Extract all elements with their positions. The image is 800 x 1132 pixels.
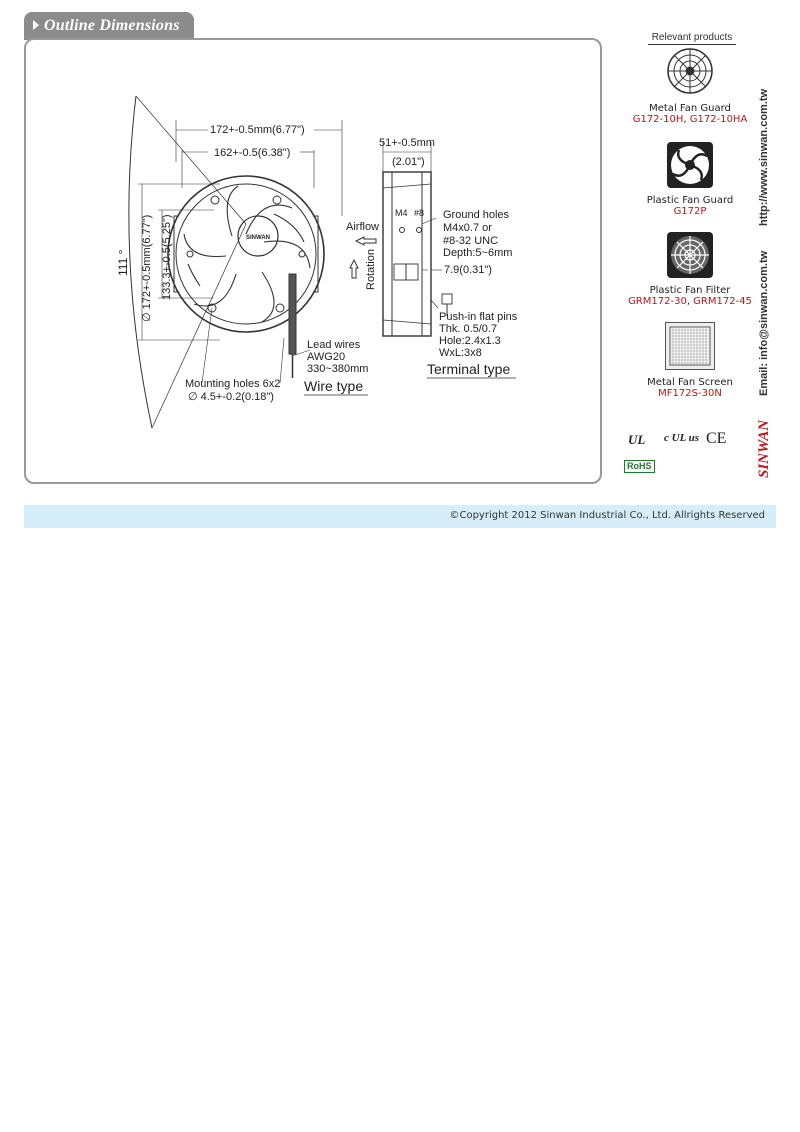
- product-plastic-fan-guard[interactable]: [620, 142, 760, 217]
- product-code[interactable]: G172-10H: [632, 114, 684, 125]
- email-link[interactable]: Email: info@sinwan.com.tw: [758, 250, 770, 396]
- hub-logo: SINWAN: [246, 235, 270, 241]
- product-code[interactable]: GRM172-45: [693, 296, 752, 307]
- copyright-text: ©Copyright 2012 Sinwan Industrial Co., Ltd. Allrights Reserved: [449, 510, 765, 521]
- website-link[interactable]: http://www.sinwan.com.tw: [758, 88, 770, 226]
- plastic-fan-filter-icon: [667, 232, 713, 278]
- ground-line-3: Depth:5~6mm: [443, 247, 513, 259]
- product-metal-fan-screen[interactable]: [620, 322, 760, 399]
- cul-logo: c UL us: [664, 432, 700, 444]
- fan-frame: [168, 176, 324, 332]
- product-code[interactable]: MF172S-30N: [658, 388, 722, 399]
- terminal-type-label: Terminal type: [427, 361, 511, 377]
- product-name: Plastic Fan Guard: [646, 195, 734, 206]
- outline-drawing: [24, 38, 602, 484]
- section-tab: [24, 12, 194, 40]
- triangle-right-icon: [33, 20, 39, 30]
- metal-fan-guard-icon: [665, 46, 715, 96]
- mount-line-1: Mounting holes 6x2: [185, 378, 281, 390]
- product-name: Metal Fan Screen: [647, 377, 733, 388]
- footer-bar: [24, 505, 776, 528]
- ground-line-2: #8-32 UNC: [443, 235, 499, 247]
- pins-line-3: WxL:3x8: [439, 347, 482, 359]
- width-outer-label: 172+-0.5mm(6.77"): [210, 124, 305, 136]
- lead-line-1: Lead wires: [307, 339, 361, 351]
- product-name: Metal Fan Guard: [649, 103, 731, 114]
- dia-outer-label: ∅ 172+-0.5mm(6.77"): [141, 214, 153, 322]
- no8-label: #8: [414, 208, 425, 218]
- lead-line-2: AWG20: [307, 351, 346, 363]
- plastic-fan-guard-icon: [667, 142, 713, 188]
- m4-label: M4: [395, 208, 408, 218]
- brand-logo: SINWAN: [756, 419, 772, 478]
- dia-inner-label: 133.3+-0.5(5.25"): [161, 214, 173, 300]
- wire-type-label: Wire type: [304, 378, 364, 394]
- offset-label: 7.9(0.31"): [444, 264, 492, 276]
- angle-label: 111 °: [116, 249, 130, 276]
- ul-logo: UL: [628, 432, 646, 447]
- side-view-frame: [383, 172, 431, 336]
- mount-line-2: ∅ 4.5+-0.2(0.18"): [188, 391, 274, 403]
- ground-line-1: M4x0.7 or: [443, 222, 492, 234]
- product-code[interactable]: G172P: [673, 206, 707, 217]
- depth-inch-label: (2.01"): [392, 156, 425, 168]
- depth-label: 51+-0.5mm: [379, 137, 435, 149]
- metal-fan-screen-icon: [665, 322, 715, 370]
- product-code[interactable]: GRM172-30: [628, 296, 687, 307]
- pins-title: Push-in flat pins: [439, 311, 518, 323]
- ground-title: Ground holes: [443, 209, 510, 221]
- lead-line-3: 330~380mm: [307, 363, 369, 375]
- width-inner-label: 162+-0.5(6.38"): [214, 147, 291, 159]
- product-code[interactable]: G172-10HA: [689, 114, 748, 125]
- product-plastic-fan-filter[interactable]: Plastic Fan Filter GRM172-30, GRM172-45: [620, 232, 760, 307]
- section-title: Outline Dimensions: [44, 17, 180, 34]
- relevant-products-title: Relevant products: [648, 32, 736, 45]
- airflow-label: Airflow: [346, 221, 380, 233]
- ce-logo: CE: [706, 430, 727, 447]
- pins-line-1: Thk. 0.5/0.7: [439, 323, 498, 335]
- product-metal-fan-guard[interactable]: Metal Fan Guard G172-10H, G172-10HA: [620, 46, 760, 125]
- product-name: Plastic Fan Filter: [649, 285, 731, 296]
- rohs-logo: RoHS: [624, 460, 655, 473]
- pins-line-2: Hole:2.4x1.3: [439, 335, 501, 347]
- rotation-label: Rotation: [365, 249, 377, 290]
